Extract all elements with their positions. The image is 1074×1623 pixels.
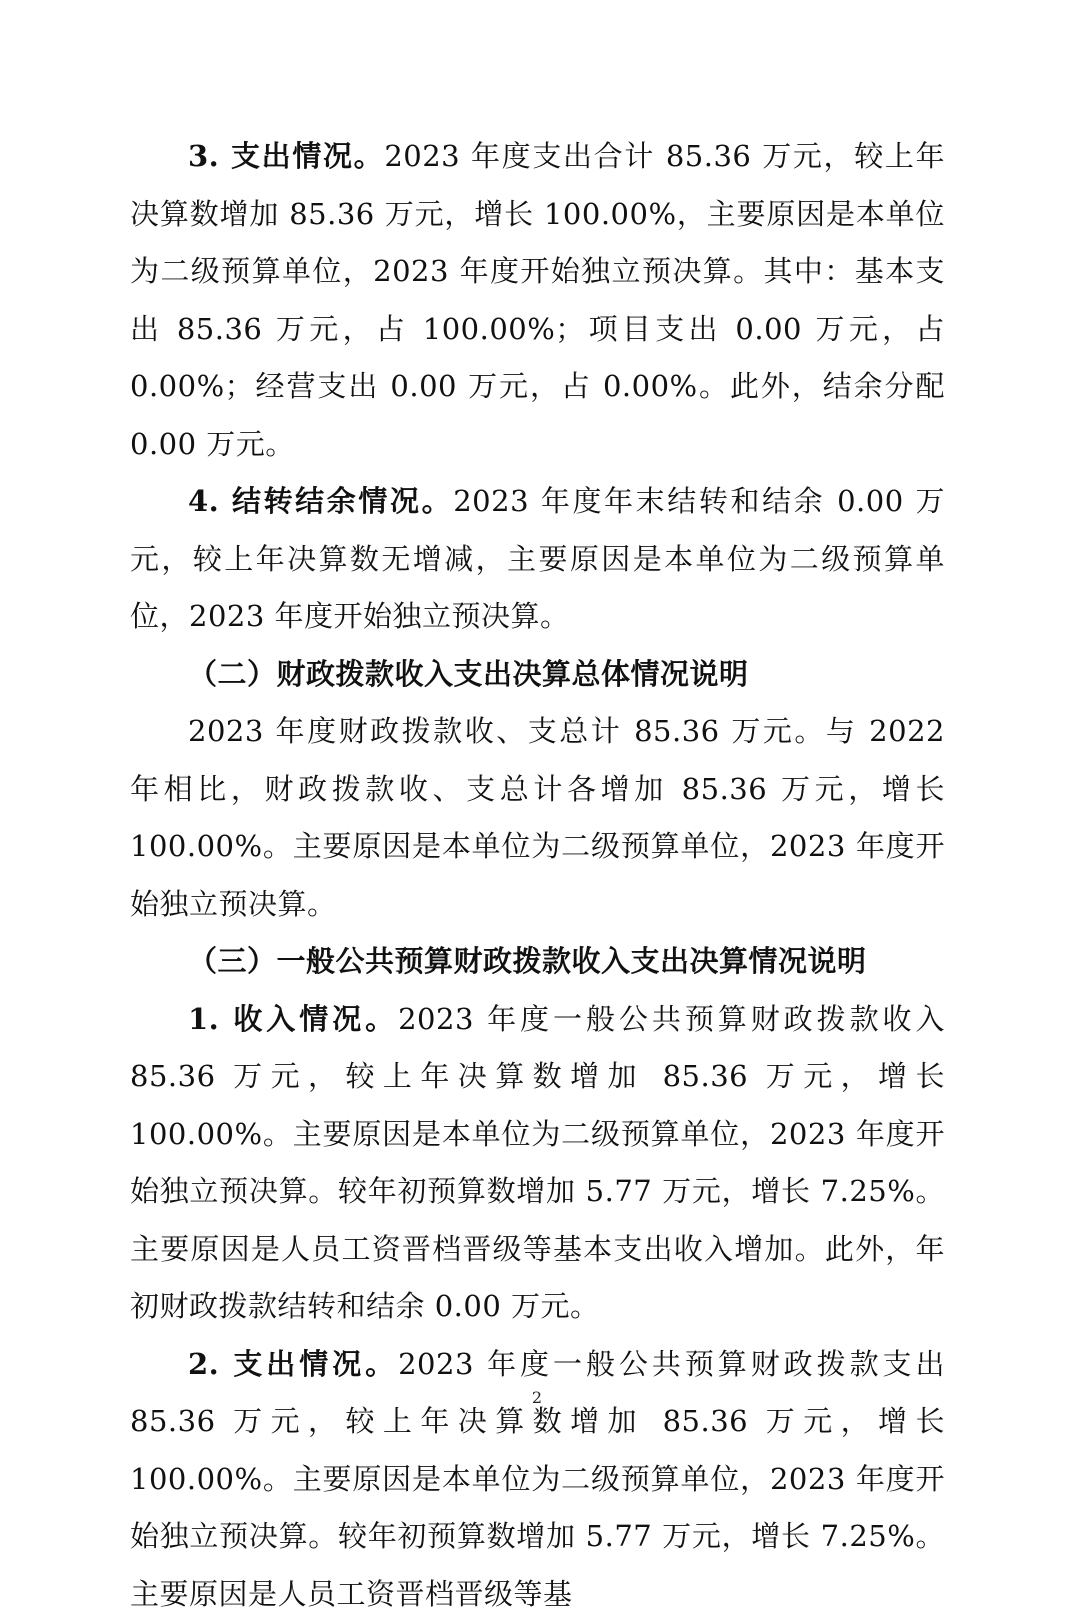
paragraph-text: 2023 年度支出合计 85.36 万元，较上年决算数增加 85.36 万元，增长 100.00%，主要原因是本单位为二级预算单位，2023 年度开始独立预决算。其中：基本支出 85.36 万元，占 100.00%；项目支出 0.00 万元，占 0.00%；经营支出 0.00 万元，占 0.00%。此外，结余分配 0.00 万元。 [130, 139, 945, 461]
paragraph-lead: 3. 支出情况。 [188, 139, 384, 173]
paragraph-lead: 2. 支出情况。 [188, 1347, 398, 1381]
paragraph-lead: 4. 结转结余情况。 [188, 484, 453, 518]
paragraph-text: 2023 年度一般公共预算财政拨款支出 85.36 万元，较上年决算数增加 85.36 万元，增长 100.00%。主要原因是本单位为二级预算单位，2023 年度开始独立预决算。较年初预算数增加 5.77 万元，增长 7.25%。主要原因是人员工资晋档晋级等基 [130, 1347, 945, 1611]
paragraph-gp-income [130, 991, 945, 1336]
paragraph-carryover [130, 473, 945, 646]
paragraph-fiscal-overview: 2023 年度财政拨款收、支总计 85.36 万元。与 2022 年相比，财政拨款收、支总计各增加 85.36 万元，增长 100.00%。主要原因是本单位为二级预算单位，2023 年度开始独立预决算。 [130, 703, 945, 933]
paragraph-text: 2023 年度年末结转和结余 0.00 万元，较上年决算数无增减，主要原因是本单位为二级预算单位，2023 年度开始独立预决算。 [130, 484, 945, 633]
paragraph-gp-expense [130, 1336, 945, 1623]
paragraph-expense [130, 128, 945, 473]
paragraph-text: 2023 年度一般公共预算财政拨款收入 85.36 万元，较上年决算数增加 85.36 万元，增长 100.00%。主要原因是本单位为二级预算单位，2023 年度开始独立预决算。较年初预算数增加 5.77 万元，增长 7.25%。主要原因是人员工资晋档晋级等基本支出收入增加。此外，年初财政拨款结转和结余 0.00 万元。 [130, 1002, 945, 1324]
page-number: 2 [0, 1388, 1074, 1407]
section-heading-3: （三）一般公共预算财政拨款收入支出决算情况说明 [130, 933, 945, 991]
paragraph-lead: 1. 收入情况。 [188, 1002, 398, 1036]
section-heading-2: （二）财政拨款收入支出决算总体情况说明 [130, 646, 945, 704]
